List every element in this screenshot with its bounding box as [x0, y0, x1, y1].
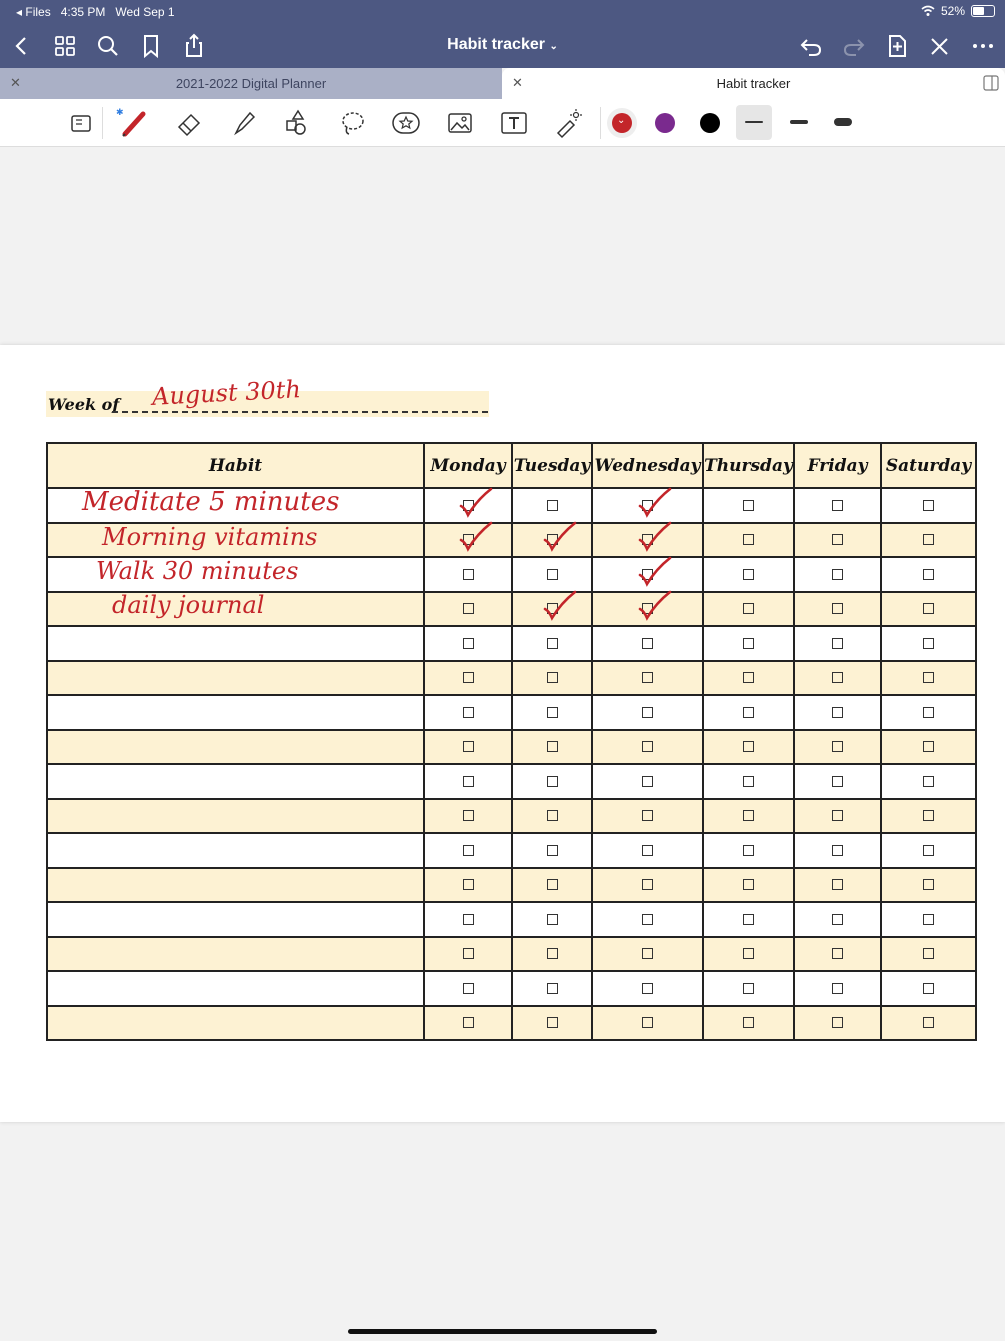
checkbox[interactable] [463, 776, 474, 787]
day-cell-monday [424, 971, 512, 1006]
checkbox[interactable] [743, 983, 754, 994]
day-cell-monday [424, 695, 512, 730]
close-icon[interactable]: ✕ [10, 75, 21, 90]
checkbox[interactable] [832, 845, 843, 856]
checkbox[interactable] [743, 776, 754, 787]
checkbox[interactable] [923, 879, 934, 890]
checkbox[interactable] [832, 776, 843, 787]
day-cell-wednesday [592, 833, 703, 868]
checkbox[interactable] [642, 638, 653, 649]
checkbox[interactable] [743, 603, 754, 614]
habit-text: Meditate 5 minutes [82, 487, 340, 517]
checkbox[interactable] [832, 1017, 843, 1028]
handwritten-check-mark [636, 486, 676, 520]
day-cell-wednesday [592, 971, 703, 1006]
checkbox[interactable] [832, 983, 843, 994]
day-cell-friday [794, 799, 881, 834]
handwritten-check-mark [457, 486, 497, 520]
checkbox[interactable] [923, 569, 934, 580]
day-cell-thursday [703, 902, 794, 937]
checkbox[interactable] [642, 707, 653, 718]
day-cell-friday [794, 937, 881, 972]
tab-habit-tracker[interactable] [502, 68, 1005, 99]
day-cell-tuesday [512, 902, 592, 937]
checkbox[interactable] [743, 707, 754, 718]
day-cell-thursday [703, 488, 794, 523]
day-cell-saturday [881, 626, 976, 661]
day-cell-tuesday [512, 557, 592, 592]
day-cell-friday [794, 695, 881, 730]
day-cell-saturday [881, 868, 976, 903]
checkbox[interactable] [923, 741, 934, 752]
checkbox[interactable] [463, 845, 474, 856]
checkbox[interactable] [832, 879, 843, 890]
checkbox[interactable] [463, 638, 474, 649]
redo-icon[interactable] [840, 32, 868, 60]
tab-bar [0, 68, 1005, 99]
checkbox[interactable] [923, 914, 934, 925]
pen-icon[interactable] [118, 107, 150, 139]
checkbox[interactable] [743, 638, 754, 649]
day-cell-saturday [881, 1006, 976, 1041]
sticker-icon[interactable] [390, 107, 422, 139]
table-row [47, 764, 976, 799]
more-icon[interactable] [969, 32, 997, 60]
checkbox[interactable] [832, 810, 843, 821]
day-cell-tuesday [512, 488, 592, 523]
day-cell-monday [424, 1006, 512, 1041]
day-cell-friday [794, 523, 881, 558]
checkbox[interactable] [463, 707, 474, 718]
day-cell-wednesday [592, 902, 703, 937]
checkbox[interactable] [547, 1017, 558, 1028]
checkbox[interactable] [923, 983, 934, 994]
day-cell-thursday [703, 523, 794, 558]
handwritten-check-mark [541, 589, 581, 623]
image-icon[interactable] [444, 107, 476, 139]
svg-text:✱: ✱ [116, 107, 124, 117]
split-view-icon[interactable] [983, 75, 999, 91]
color-swatch-red[interactable]: ⌄ [612, 113, 632, 133]
document-title: Habit tracker [447, 36, 545, 53]
handwritten-check-mark [541, 520, 581, 554]
day-cell-saturday [881, 937, 976, 972]
pen-off-icon[interactable] [926, 32, 954, 60]
habit-cell[interactable] [47, 799, 424, 834]
day-cell-wednesday [592, 1006, 703, 1041]
stroke-width-thin-selected[interactable] [736, 105, 772, 140]
chevron-down-icon: ⌄ [549, 41, 558, 52]
table-row [47, 971, 976, 1006]
day-cell-thursday [703, 764, 794, 799]
day-cell-monday [424, 626, 512, 661]
checkbox[interactable] [923, 603, 934, 614]
habit-cell[interactable] [47, 661, 424, 696]
checkbox[interactable] [463, 879, 474, 890]
checkbox[interactable] [923, 845, 934, 856]
day-cell-tuesday [512, 764, 592, 799]
checkbox[interactable] [642, 983, 653, 994]
day-cell-thursday [703, 868, 794, 903]
day-cell-friday [794, 833, 881, 868]
habit-cell[interactable] [47, 626, 424, 661]
checkbox[interactable] [832, 534, 843, 545]
day-cell-friday [794, 557, 881, 592]
lasso-icon[interactable] [337, 107, 369, 139]
week-handwritten-value: August 30th [151, 375, 302, 411]
day-cell-wednesday [592, 661, 703, 696]
day-cell-thursday [703, 799, 794, 834]
checkbox[interactable] [832, 948, 843, 959]
day-cell-monday [424, 937, 512, 972]
day-cell-wednesday [592, 626, 703, 661]
day-cell-saturday [881, 799, 976, 834]
checkbox[interactable] [743, 500, 754, 511]
table-row [47, 833, 976, 868]
add-page-icon[interactable] [883, 32, 911, 60]
day-cell-wednesday [592, 937, 703, 972]
day-cell-friday [794, 868, 881, 903]
day-cell-friday [794, 764, 881, 799]
color-swatch-purple[interactable] [655, 113, 675, 133]
checkbox[interactable] [832, 707, 843, 718]
day-cell-monday [424, 661, 512, 696]
day-cell-saturday [881, 523, 976, 558]
wifi-icon [921, 5, 935, 17]
day-cell-tuesday [512, 868, 592, 903]
day-cell-monday [424, 557, 512, 592]
checkbox[interactable] [832, 638, 843, 649]
page-setup-icon[interactable] [66, 107, 98, 139]
checkbox[interactable] [547, 672, 558, 683]
checkbox[interactable] [463, 1017, 474, 1028]
checkbox[interactable] [642, 845, 653, 856]
day-cell-wednesday [592, 695, 703, 730]
back-app-label: Files [25, 5, 51, 19]
table-row [47, 626, 976, 661]
column-header-tuesday: Tuesday [512, 443, 592, 488]
habit-cell[interactable] [47, 764, 424, 799]
status-bar [0, 0, 1005, 24]
habit-text: Morning vitamins [102, 523, 318, 551]
stroke-width-thick[interactable] [834, 118, 852, 126]
day-cell-friday [794, 592, 881, 627]
checkbox[interactable] [832, 672, 843, 683]
checkbox[interactable] [832, 914, 843, 925]
day-cell-tuesday [512, 1006, 592, 1041]
battery-percent: 52% [940, 4, 965, 18]
checkbox[interactable] [743, 1017, 754, 1028]
habit-cell[interactable] [47, 902, 424, 937]
day-cell-saturday [881, 730, 976, 765]
checkbox[interactable] [832, 603, 843, 614]
day-cell-tuesday [512, 661, 592, 696]
day-cell-friday [794, 971, 881, 1006]
table-row [47, 730, 976, 765]
checkbox[interactable] [463, 603, 474, 614]
week-of-label: Week of [48, 395, 120, 414]
day-cell-tuesday [512, 971, 592, 1006]
checkbox[interactable] [923, 534, 934, 545]
checkbox[interactable] [547, 500, 558, 511]
day-cell-saturday [881, 695, 976, 730]
week-underline [112, 411, 488, 413]
checkbox[interactable] [547, 569, 558, 580]
day-cell-friday [794, 1006, 881, 1041]
handwritten-check-mark [636, 555, 676, 589]
highlighter-icon[interactable] [228, 107, 260, 139]
color-swatch-black[interactable] [700, 113, 720, 133]
habit-text: daily journal [112, 591, 265, 619]
habit-text: Walk 30 minutes [96, 557, 299, 585]
laser-pointer-icon[interactable] [552, 107, 584, 139]
day-cell-tuesday [512, 626, 592, 661]
checkbox[interactable] [743, 672, 754, 683]
checkbox[interactable] [463, 948, 474, 959]
column-header-habit: Habit [47, 443, 424, 488]
day-cell-wednesday [592, 764, 703, 799]
checkbox[interactable] [547, 707, 558, 718]
day-cell-monday [424, 868, 512, 903]
day-cell-monday [424, 764, 512, 799]
checkbox[interactable] [547, 948, 558, 959]
handwritten-check-mark [636, 520, 676, 554]
checkbox[interactable] [743, 569, 754, 580]
day-cell-wednesday [592, 799, 703, 834]
habit-cell[interactable] [47, 833, 424, 868]
checkbox[interactable] [463, 983, 474, 994]
checkbox[interactable] [923, 1017, 934, 1028]
day-cell-tuesday [512, 730, 592, 765]
table-row [47, 902, 976, 937]
stroke-width-medium[interactable] [790, 120, 808, 124]
day-cell-saturday [881, 902, 976, 937]
checkbox[interactable] [923, 672, 934, 683]
day-cell-tuesday [512, 695, 592, 730]
header-row [47, 443, 976, 488]
checkbox[interactable] [463, 741, 474, 752]
day-cell-friday [794, 902, 881, 937]
checkbox[interactable] [923, 707, 934, 718]
planner-page[interactable] [0, 345, 1005, 1122]
day-cell-thursday [703, 695, 794, 730]
table-row [47, 868, 976, 903]
checkbox[interactable] [743, 914, 754, 925]
checkbox[interactable] [923, 500, 934, 511]
checkbox[interactable] [832, 741, 843, 752]
tab-label: Habit tracker [716, 76, 791, 91]
checkbox[interactable] [642, 914, 653, 925]
home-indicator[interactable] [348, 1329, 657, 1334]
day-cell-monday [424, 833, 512, 868]
habit-cell[interactable] [47, 1006, 424, 1041]
day-cell-saturday [881, 661, 976, 696]
checkbox[interactable] [923, 810, 934, 821]
annotation-toolbar [0, 99, 1005, 147]
checkbox[interactable] [832, 500, 843, 511]
nav-bar [0, 24, 1005, 68]
day-cell-thursday [703, 730, 794, 765]
handwritten-check-mark [457, 520, 497, 554]
status-date: Wed Sep 1 [115, 5, 175, 19]
day-cell-monday [424, 730, 512, 765]
column-header-thursday: Thursday [703, 443, 794, 488]
day-cell-wednesday [592, 868, 703, 903]
day-cell-monday [424, 902, 512, 937]
shapes-icon[interactable] [282, 107, 314, 139]
day-cell-friday [794, 488, 881, 523]
eraser-icon[interactable] [173, 107, 205, 139]
text-icon[interactable] [498, 107, 530, 139]
checkbox[interactable] [923, 948, 934, 959]
checkbox[interactable] [547, 983, 558, 994]
checkbox[interactable] [463, 914, 474, 925]
day-cell-tuesday [512, 799, 592, 834]
column-header-friday: Friday [794, 443, 881, 488]
handwritten-check-mark [636, 589, 676, 623]
checkbox[interactable] [743, 948, 754, 959]
toolbar-divider [102, 107, 103, 139]
checkbox[interactable] [547, 741, 558, 752]
column-header-monday: Monday [424, 443, 512, 488]
day-cell-thursday [703, 1006, 794, 1041]
checkbox[interactable] [547, 845, 558, 856]
day-cell-thursday [703, 833, 794, 868]
day-cell-tuesday [512, 937, 592, 972]
checkbox[interactable] [923, 638, 934, 649]
checkbox[interactable] [743, 810, 754, 821]
toolbar-divider [600, 107, 601, 139]
table-row [47, 695, 976, 730]
checkbox[interactable] [463, 672, 474, 683]
day-cell-thursday [703, 937, 794, 972]
checkbox[interactable] [642, 1017, 653, 1028]
checkbox[interactable] [923, 776, 934, 787]
table-row [47, 661, 976, 696]
checkbox[interactable] [642, 810, 653, 821]
checkbox[interactable] [743, 534, 754, 545]
back-to-app-link[interactable]: ◂ Files [16, 5, 51, 19]
checkbox[interactable] [547, 776, 558, 787]
table-row [47, 799, 976, 834]
checkbox[interactable] [743, 741, 754, 752]
checkbox[interactable] [642, 948, 653, 959]
habit-cell[interactable] [47, 971, 424, 1006]
day-cell-saturday [881, 971, 976, 1006]
day-cell-thursday [703, 557, 794, 592]
day-cell-thursday [703, 971, 794, 1006]
checkbox[interactable] [642, 741, 653, 752]
checkbox[interactable] [642, 672, 653, 683]
tab-label: 2021-2022 Digital Planner [175, 76, 327, 91]
day-cell-saturday [881, 488, 976, 523]
column-header-saturday: Saturday [881, 443, 976, 488]
habit-cell[interactable] [47, 730, 424, 765]
close-icon[interactable]: ✕ [512, 75, 523, 90]
day-cell-saturday [881, 592, 976, 627]
day-cell-wednesday [592, 730, 703, 765]
day-cell-monday [424, 799, 512, 834]
tab-digital-planner[interactable] [0, 68, 502, 99]
day-cell-friday [794, 661, 881, 696]
checkbox[interactable] [547, 810, 558, 821]
day-cell-saturday [881, 764, 976, 799]
battery-icon [971, 5, 995, 17]
checkbox[interactable] [547, 914, 558, 925]
day-cell-friday [794, 626, 881, 661]
habit-cell[interactable] [47, 868, 424, 903]
checkbox[interactable] [547, 638, 558, 649]
checkbox[interactable] [463, 569, 474, 580]
day-cell-thursday [703, 661, 794, 696]
habit-cell[interactable] [47, 695, 424, 730]
undo-icon[interactable] [797, 32, 825, 60]
day-cell-thursday [703, 592, 794, 627]
habit-cell[interactable] [47, 937, 424, 972]
checkbox[interactable] [547, 879, 558, 890]
day-cell-thursday [703, 626, 794, 661]
checkbox[interactable] [743, 845, 754, 856]
table-row [47, 1006, 976, 1041]
day-cell-friday [794, 730, 881, 765]
checkbox[interactable] [642, 879, 653, 890]
status-time: 4:35 PM [60, 5, 106, 19]
day-cell-monday [424, 592, 512, 627]
table-row [47, 937, 976, 972]
checkbox[interactable] [463, 810, 474, 821]
day-cell-saturday [881, 557, 976, 592]
checkbox[interactable] [832, 569, 843, 580]
day-cell-tuesday [512, 833, 592, 868]
column-header-wednesday: Wednesday [592, 443, 703, 488]
checkbox[interactable] [642, 776, 653, 787]
day-cell-saturday [881, 833, 976, 868]
checkbox[interactable] [743, 879, 754, 890]
